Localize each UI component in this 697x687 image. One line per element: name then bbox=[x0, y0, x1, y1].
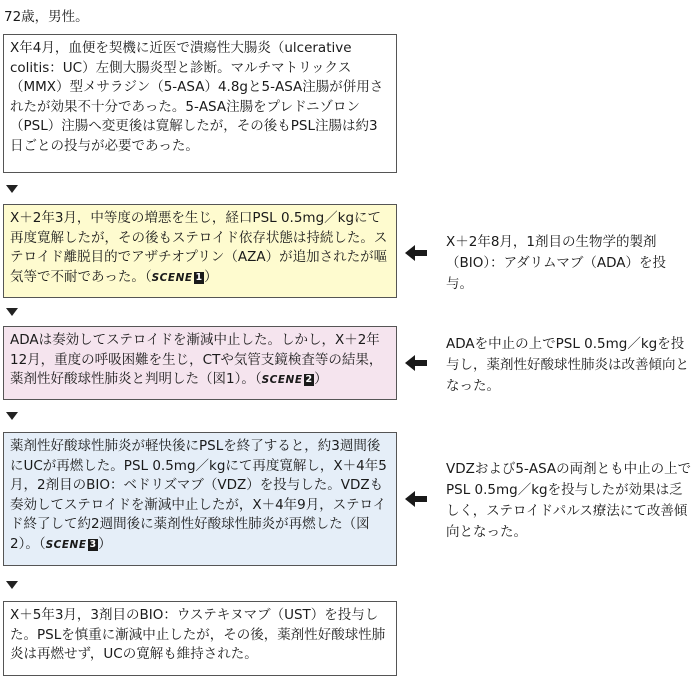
patient-info: 72歳，男性。 bbox=[4, 9, 89, 25]
side-note-1: X＋2年8月，1剤目の生物学的製剤（BIO）：アダリムマブ（ADA）を投与。 bbox=[446, 234, 667, 292]
box-2-text-end: ） bbox=[204, 268, 218, 285]
box-1-text: X年4月，血便を契機に近医で潰瘍性大腸炎（ulcerative colitis：UC）左側大腸炎型と診断。マルチマトリックス（MMX）型メサラジン（5-ASA）4.8gと5-ASA注腸が併用されたが効果不十分であった。5-ASA注腸をプレドニゾロン（PSL）注腸へ変更後は寛解したが，その後もPSL注腸は約3日ごとの投与が必要であった。 bbox=[10, 40, 384, 154]
side-note-3: VDZおよび5-ASAの両剤とも中止の上でPSL 0.5mg／kgを投与したが効果は乏しく，ステロイドパルス療法にて改善傾向となった。 bbox=[446, 461, 692, 540]
timeline-box-4 bbox=[3, 432, 397, 566]
timeline-box-1 bbox=[3, 34, 397, 173]
box-3-text-end: ） bbox=[314, 371, 328, 388]
timeline-box-5 bbox=[3, 601, 397, 676]
scene-label: SCENE bbox=[45, 538, 87, 551]
down-arrow-icon bbox=[6, 412, 18, 420]
box-2-text: X＋2年3月，中等度の増悪を生じ，経口PSL 0.5mg／kgにて再度寛解したが，その後もステロイド依存状態は持続した。ステロイド離脱目的でアザチオプリン（AZA）が追加されたが嘔気等で不耐であった。（ bbox=[10, 210, 388, 285]
scene-label: SCENE bbox=[261, 374, 303, 387]
left-arrow-icon bbox=[405, 491, 427, 507]
scene-label: SCENE bbox=[151, 271, 193, 284]
box-5-text: X＋5年3月，3剤目のBIO：ウステキヌマブ（UST）を投与した。PSLを慎重に漸減中止したが，その後，薬剤性好酸球性肺炎は再燃せず，UCの寛解も維持された。 bbox=[10, 607, 386, 663]
box-4-text: 薬剤性好酸球性肺炎が軽快後にPSLを終了すると，約3週間後にUCが再燃した。PSL 0.5mg／kgにて再度寛解し，X＋4年5月，2剤目のBIO：ベドリズマブ（VDZ）を投与した。VDZも奏効してステロイドを漸減中止したが，X＋4年9月，ステロイド終了して約2週間後に薬剤性好酸球性肺炎が再燃した（図2）。（ bbox=[10, 438, 387, 552]
timeline-box-2 bbox=[3, 204, 397, 298]
side-note-2: ADAを中止の上でPSL 0.5mg／kgを投与し，薬剤性好酸球性肺炎は改善傾向となった。 bbox=[446, 336, 689, 394]
timeline-box-3 bbox=[3, 326, 397, 400]
box-3-text: ADAは奏効してステロイドを漸減中止した。しかし，X＋2年12月，重度の呼吸困難を生じ，CTや気管支鏡検査等の結果，薬剤性好酸球性肺炎と判明した（図1）。（ bbox=[10, 332, 383, 388]
down-arrow-icon bbox=[6, 581, 18, 589]
scene-number: 2 bbox=[305, 374, 313, 386]
scene-number: 1 bbox=[195, 271, 203, 283]
down-arrow-icon bbox=[6, 308, 18, 316]
scene-number: 3 bbox=[89, 538, 97, 550]
down-arrow-icon bbox=[6, 185, 18, 193]
left-arrow-icon bbox=[405, 245, 427, 261]
left-arrow-icon bbox=[405, 355, 427, 371]
box-4-text-end: ） bbox=[98, 535, 112, 552]
